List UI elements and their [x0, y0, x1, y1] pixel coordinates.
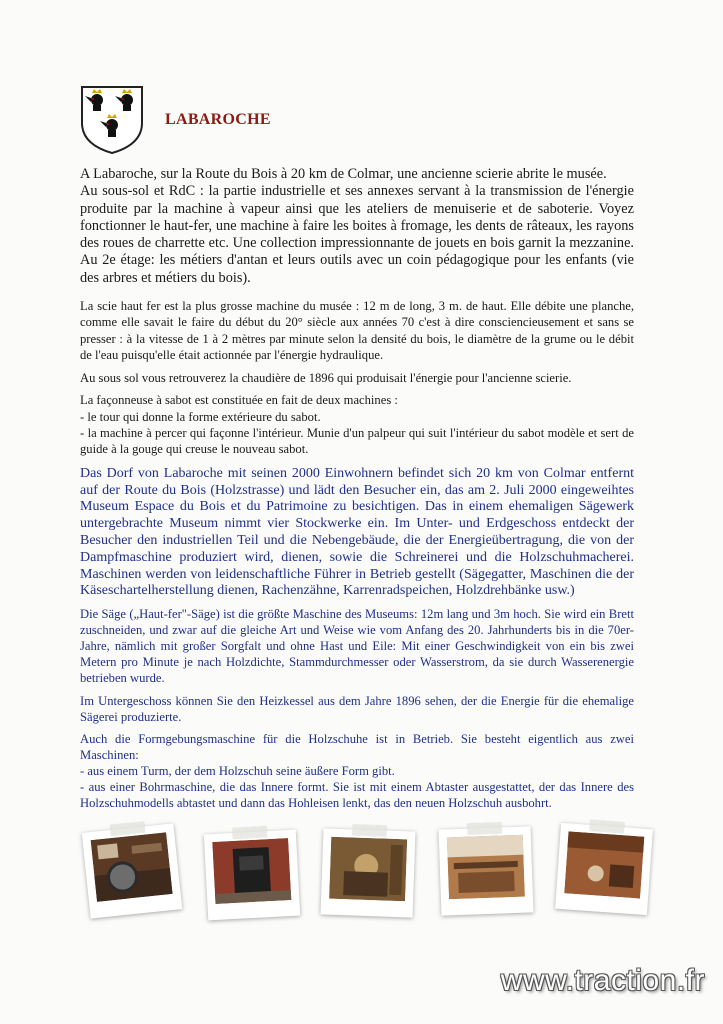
french-intro-line: A Labaroche, sur la Route du Bois à 20 km de Colmar, une ancienne scierie abrite le musée. [80, 166, 607, 182]
french-faconneuse-line: - la machine à percer qui façonne l'intérieur. Munie d'un palpeur qui suit l'intérieur du sabot modèle et sert de guide à la gouge qui creuse le nouveau sabot. [80, 425, 634, 457]
french-faconneuse-line: - le tour qui donne la forme extérieure du sabot. [80, 409, 321, 424]
photo-image [91, 832, 173, 902]
german-saege-paragraph: Die Säge („Haut-fer"-Säge) ist die größte Maschine des Museums: 12m lang und 3m hoch. Sie wird ein Brett zuschneiden, und zwar auf die gleiche Art und Weise wie vom Anfang des 20. Jahrhunderts bis in die 70er-Jahre, nämlich mit großer Sorgfalt und ohne Hast und Eile: Mit einer Geschwindigkeit von ein bis zwei Metern pro Minute je nach Holzdichte, Stammdurchmesser oder Wasserstrom, da sie durch Wasserenergie betrieben wurde. [80, 607, 634, 685]
photo-strip [0, 820, 723, 940]
page-title: LABAROCHE [165, 111, 271, 128]
french-scie-paragraph: La scie haut fer est la plus grosse machine du musée : 12 m de long, 3 m. de haut. Elle débite une planche, comme elle savait le faire du début du 20° siècle aux années 70 c'est à dire consciencieusement et sans se presser : à la vitesse de 1 à 2 mètres par minute selon la densité du bois, le diamètre de la grume ou le débit de l'eau puisqu'elle était actionnée par l'énergie hydraulique. [80, 299, 634, 363]
tape-strip [110, 821, 145, 835]
german-heizkessel-paragraph: Im Untergeschoss können Sie den Heizkessel aus dem Jahre 1896 sehen, der die Energie für die ehemalige Sägerei produzierte. [80, 693, 634, 724]
german-formgebung-paragraph [80, 732, 634, 812]
tape-strip [352, 824, 386, 836]
photo-image [329, 837, 407, 902]
french-intro-text: Au sous-sol et RdC : la partie industrielle et ses annexes servant à la transmission de l'énergie produite par la machine à vapeur ainsi que les ateliers de menuiserie et de saboterie. Voyez fonctionner le haut-fer, une machine à faire les boites à fromage, les dents de râteaux, les rayons des roues de charrette etc. Une collection impressionnante de jouets en bois garnit la mezzanine. Au 2e étage: les métiers d'antan et leurs outils avec un coin pédagogique pour les enfants (vie des arbres et métiers du bois). [80, 183, 634, 286]
french-faconneuse-paragraph [80, 392, 634, 458]
french-intro-paragraph [80, 166, 634, 287]
german-formgebung-line: Auch die Formgebungsmaschine für die Holzschuhe ist in Betrieb. Sie besteht eigentlich aus zwei Maschinen: [80, 732, 634, 763]
article-body [80, 166, 634, 819]
website-watermark: www.traction.fr [500, 964, 705, 997]
german-formgebung-line: - aus einer Bohrmaschine, die das Innere formt. Sie ist mit einem Abtaster ausgestattet, der das Innere des Holzschuhmodells abtastet und dann das Hohleisen lenkt, das den neuen Holzschuh ausbohrt. [80, 780, 634, 811]
photo-image [447, 835, 525, 900]
photo-boiler [204, 830, 300, 921]
photo-image [564, 831, 644, 898]
german-intro-paragraph: Das Dorf von Labaroche mit seinen 2000 Einwohnern befindet sich 20 km von Colmar entfernt auf der Route du Bois (Holzstrasse) und lädt den Besucher ein, das am 2. Juli 2000 eingeweihtes Museum Espace du Bois et du Patrimoine zu besichtigen. Das in einem ehemaligen Sägewerk untergebrachte Museum nimmt vier Stockwerke ein. Im Unter- und Erdgeschoss entdeckt der Besucher den industriellen Teil und die Nebengebäude, die der Energieübertragung, die von der Dampfmaschine produziert wird, dienen, sowie die Schreinerei und die Holzschuhmacherei. Maschinen werden von leidenschaftliche Führer in Betrieb gestellt (Sägegatter, Maschinen die der Käseschartelherstellung dienen, Rachenzähne, Karrenradspeichen, Holzdrehbänke usw.) [80, 465, 634, 599]
photo-sawmill-machinery [82, 823, 182, 918]
photo-image [212, 838, 291, 904]
photo-exhibit-room [555, 823, 653, 915]
photo-tools-display [439, 826, 534, 915]
tape-strip [590, 820, 625, 833]
tape-strip [467, 822, 501, 834]
coat-of-arms-logo [80, 85, 144, 155]
photo-workshop-machine [321, 828, 416, 917]
french-chaudiere-paragraph: Au sous sol vous retrouverez la chaudière de 1896 qui produisait l'énergie pour l'ancienne scierie. [80, 370, 572, 385]
tape-strip [233, 826, 268, 839]
german-formgebung-line: - aus einem Turm, der dem Holzschuh seine äußere Form gibt. [80, 764, 395, 779]
french-faconneuse-line: La façonneuse à sabot est constituée en fait de deux machines : [80, 393, 398, 408]
